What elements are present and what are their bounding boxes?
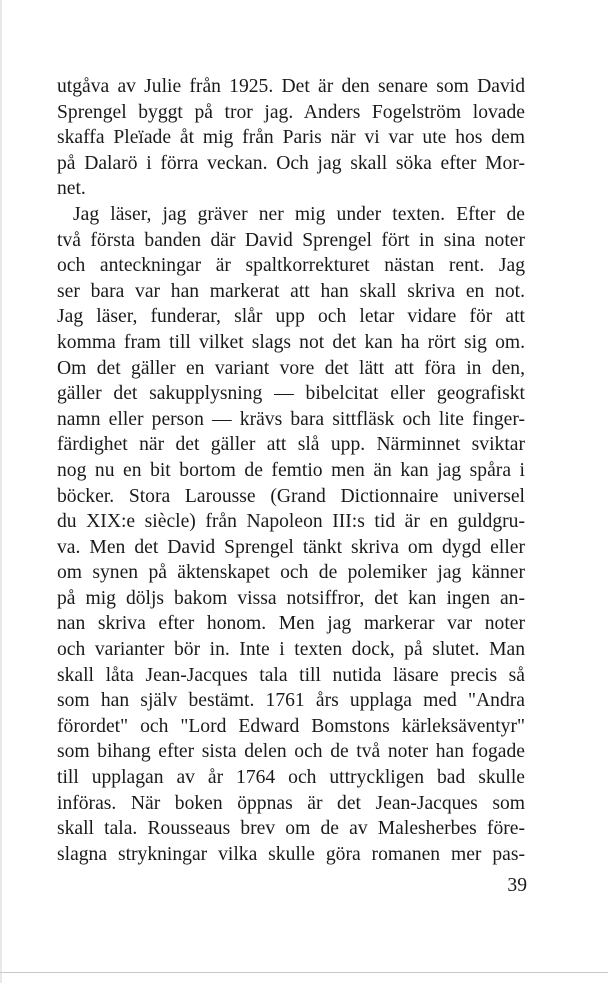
- text-line: på Dalarö i förra veckan. Och jag skall söka efter Mor-: [57, 152, 525, 174]
- text-line: två första banden där David Sprengel fört in sina noter: [57, 229, 525, 251]
- text-line: förordet" och "Lord Edward Bomstons kärleksäventyr": [57, 715, 525, 737]
- text-line: gäller det sakupplysning — bibelcitat eller geografiskt: [57, 383, 525, 405]
- text-line: nog nu en bit bortom de femtio men än kan jag spåra i: [57, 459, 525, 481]
- text-line: skall tala. Rousseaus brev om de av Malesherbes före-: [57, 818, 525, 840]
- text-line: som bihang efter sista delen och de två noter han fogade: [57, 741, 525, 763]
- text-line: om synen på äktenskapet och de polemiker jag känner: [57, 562, 525, 584]
- text-line: och anteckningar är spaltkorrekturet nästan rent. Jag: [57, 255, 525, 277]
- text-line: komma fram till vilket slags not det kan ha rört sig om.: [57, 331, 525, 353]
- body-text: [57, 74, 525, 867]
- text-line: böcker. Stora Larousse (Grand Dictionnaire universel: [57, 485, 525, 507]
- text-line: som han själv bestämt. 1761 års upplaga med "Andra: [57, 690, 525, 712]
- bottom-edge-rule: [0, 972, 608, 973]
- text-line: Om det gäller en variant vore det lätt att föra in den,: [57, 357, 525, 379]
- text-line: skall låta Jean-Jacques tala till nutida läsare precis så: [57, 664, 525, 686]
- text-line: utgåva av Julie från 1925. Det är den senare som David: [57, 76, 525, 97]
- text-line: va. Men det David Sprengel tänkt skriva om dygd eller: [57, 536, 525, 558]
- text-line: införas. När boken öppnas är det Jean-Jacques som: [57, 792, 525, 814]
- text-line: slagna strykningar vilka skulle göra romanen mer pas-: [57, 843, 525, 865]
- text-line: till upplagan av år 1764 och uttryckligen bad skulle: [57, 767, 525, 789]
- text-line: ser bara var han markerat att han skall skriva en not.: [57, 280, 525, 302]
- text-line: och varianter bör in. Inte i texten dock, på slutet. Man: [57, 639, 525, 661]
- text-line: på mig döljs bakom vissa notsiffror, det kan ingen an-: [57, 587, 525, 609]
- text-line: Jag läser, jag gräver ner mig under texten. Efter de: [73, 203, 525, 225]
- page-left-edge: [0, 0, 2, 983]
- text-line: du XIX:e siècle) från Napoleon III:s tid är en guldgru-: [57, 511, 525, 533]
- text-line: färdighet när det gäller att slå upp. Närminnet sviktar: [57, 434, 525, 456]
- text-line: skaffa Pleïade åt mig från Paris när vi var ute hos dem: [57, 127, 525, 149]
- text-line: net.: [57, 178, 86, 200]
- text-line: nan skriva efter honom. Men jag markerar var noter: [57, 613, 525, 635]
- text-line: namn eller person — krävs bara sittfläsk och lite finger-: [57, 408, 525, 430]
- text-line: Sprengel byggt på tror jag. Anders Fogelström lovade: [57, 101, 525, 123]
- page-number: 39: [507, 875, 527, 896]
- text-line: Jag läser, funderar, slår upp och letar vidare för att: [57, 306, 525, 328]
